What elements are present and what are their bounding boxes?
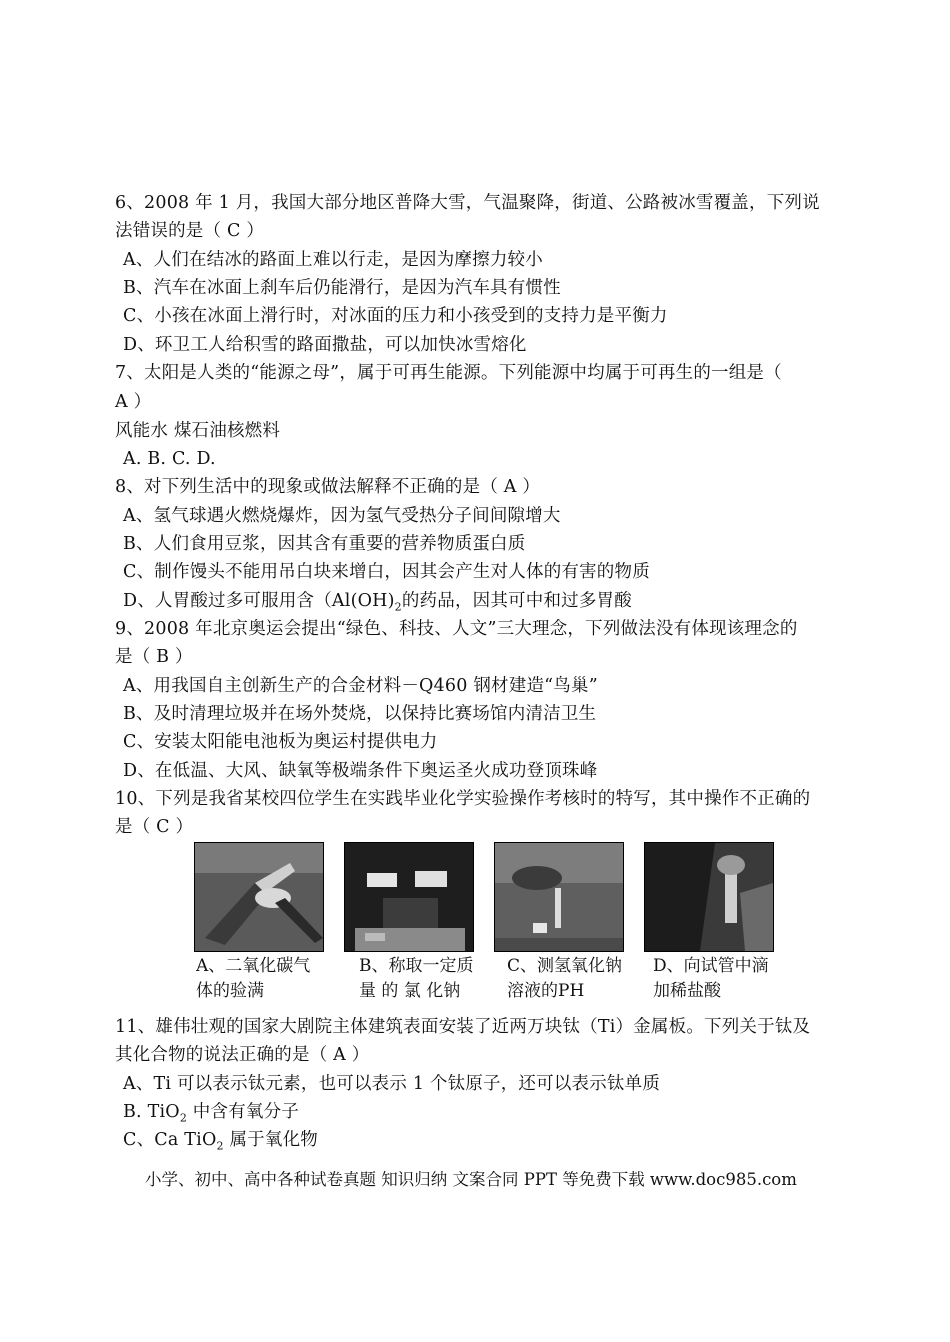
q9-option-d: D、在低温、大风、缺氧等极端条件下奥运圣火成功登顶珠峰: [123, 761, 598, 781]
q10-photo-strip: [194, 842, 794, 954]
q8-option-b: B、人们食用豆浆，因其含有重要的营养物质蛋白质: [123, 534, 526, 554]
q10-caption-c: C、测氢氧化钠溶液的PH: [507, 956, 623, 1001]
q8-option-c: C、制作馒头不能用吊白块来增白，因其会产生对人体的有害的物质: [123, 562, 650, 582]
q9-option-c: C、安装太阳能电池板为奥运村提供电力: [123, 732, 438, 752]
q11-option-a: A、Ti 可以表示钛元素，也可以表示 1 个钛原子，还可以表示钛单质: [123, 1074, 661, 1094]
q11-option-c-post: 属于氧化物: [223, 1130, 318, 1150]
q6-option-c: C、小孩在冰面上滑行时，对冰面的压力和小孩受到的支持力是平衡力: [123, 306, 668, 326]
q11-option-b-pre: B. TiO: [123, 1102, 180, 1122]
q7-energy-list: 风能水 煤石油核燃料: [115, 421, 281, 441]
q9-option-b: B、及时清理垃圾并在场外焚烧，以保持比赛场馆内清洁卫生: [123, 704, 597, 724]
q11-option-b-post: 中含有氧分子: [187, 1102, 299, 1122]
q6-option-b: B、汽车在冰面上刹车后仍能滑行，是因为汽车具有惯性: [123, 278, 561, 298]
q10-caption-d: D、向试管中滴加稀盐酸: [653, 956, 769, 1001]
q6-option-d: D、环卫工人给积雪的路面撒盐，可以加快冰雪熔化: [123, 335, 527, 355]
q9-option-a: A、用我国自主创新生产的合金材料－Q460 钢材建造“鸟巢”: [123, 676, 598, 696]
q9-stem-line2: 是（ B ）: [115, 647, 193, 667]
q7-stem-line2: A ）: [115, 392, 152, 412]
q10-stem-line1: 10、下列是我省某校四位学生在实践毕业化学实验操作考核时的特写，其中操作不正确的: [115, 789, 811, 809]
photo-dropper: [644, 842, 774, 952]
photo-co2-test: [194, 842, 324, 952]
q7-options: A. B. C. D.: [123, 449, 216, 469]
q8-option-d-post: 的药品，因其可中和过多胃酸: [401, 591, 632, 611]
q10-caption-a: A、二氧化碳气体的验满: [196, 956, 311, 1001]
footer-text: 小学、初中、高中各种试卷真题 知识归纳 文案合同 PPT 等免费下载 www.doc985.com: [145, 1170, 797, 1189]
q6-stem-line1: 6、2008 年 1 月，我国大部分地区普降大雪，气温聚降，街道、公路被冰雪覆盖，下列说: [115, 193, 820, 213]
q10-caption-b: B、称取一定质 量 的 氯 化钠: [359, 956, 474, 1001]
photo-ph-test: [494, 842, 624, 952]
photo-balance: [344, 842, 474, 952]
q8-stem: 8、对下列生活中的现象或做法解释不正确的是（ A ）: [115, 477, 541, 497]
q11-option-c: [123, 1126, 318, 1161]
q8-option-a: A、氢气球遇火燃烧爆炸，因为氢气受热分子间间隙增大: [123, 506, 561, 526]
q8-option-d-pre: D、人胃酸过多可服用含（Al(OH): [123, 591, 395, 611]
q9-stem-line1: 9、2008 年北京奥运会提出“绿色、科技、人文”三大理念，下列做法没有体现该理念的: [115, 619, 798, 639]
q11-stem-line1: 11、雄伟壮观的国家大剧院主体建筑表面安装了近两万块钛（Ti）金属板。下列关于钛及: [115, 1017, 811, 1037]
q6-stem-line2: 法错误的是（ C ）: [115, 221, 265, 241]
q6-option-a: A、人们在结冰的路面上难以行走，是因为摩擦力较小: [123, 250, 543, 270]
q10-stem-line2: 是（ C ）: [115, 817, 194, 837]
q8-option-d-sub: 2: [394, 600, 402, 614]
q11-option-c-pre: C、Ca TiO: [123, 1130, 217, 1150]
q11-option-b-sub: 2: [179, 1111, 188, 1125]
q11-option-c-sub: 2: [216, 1139, 224, 1153]
q7-stem-line1: 7、太阳是人类的“能源之母”，属于可再生能源。下列能源中均属于可再生的一组是（: [115, 363, 782, 383]
q11-stem-line2: 其化合物的说法正确的是（ A ）: [115, 1045, 370, 1065]
